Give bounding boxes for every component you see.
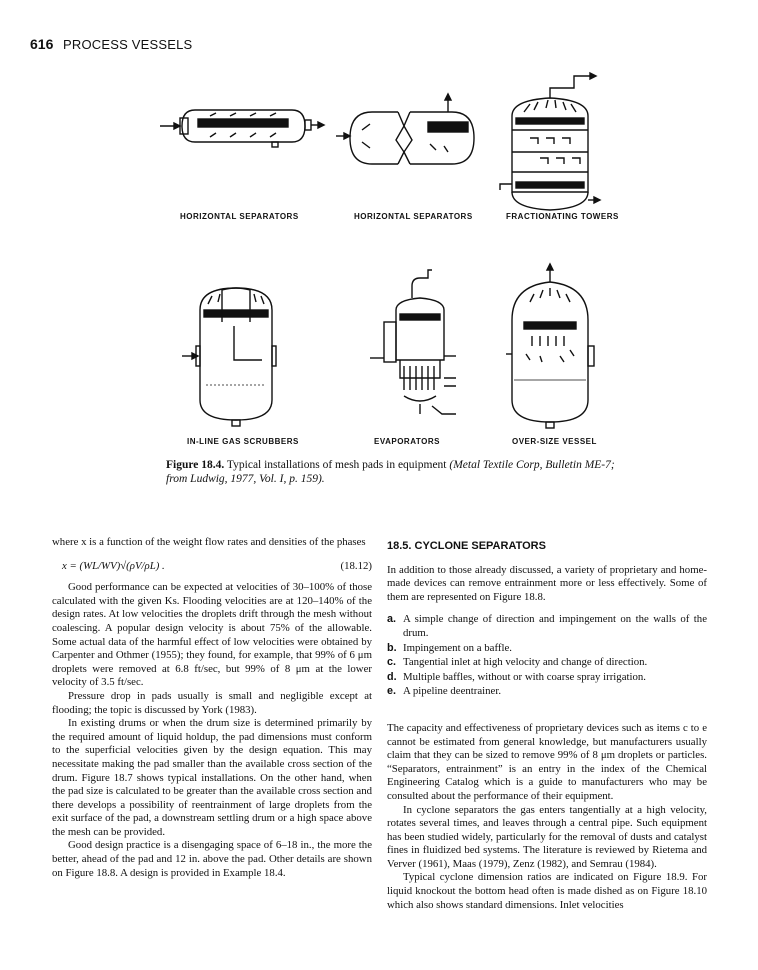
right-column	[387, 536, 707, 912]
evaporator-drawing	[370, 270, 456, 414]
label-fractionating-towers: FRACTIONATING TOWERS	[506, 212, 619, 221]
fractionating-tower-drawing	[500, 73, 600, 210]
equation-number: (18.12)	[340, 559, 372, 572]
oversize-vessel-drawing	[506, 264, 594, 428]
right-intro: In addition to those already discussed, a variety of proprietary and home-made devices can remove entrainment more or less effectively. Some of them are represented on Figure 18.8.	[387, 563, 707, 603]
label-oversize-vessel: OVER-SIZE VESSEL	[512, 437, 597, 446]
caption-text: Typical installations of mesh pads in equipment	[226, 459, 447, 471]
section-heading: 18.5. CYCLONE SEPARATORS	[387, 540, 546, 552]
figure-18-4-drawings	[0, 60, 758, 450]
caption-label: Figure 18.4.	[166, 459, 225, 471]
label-inline-gas-scrubbers: IN-LINE GAS SCRUBBERS	[187, 437, 299, 446]
list-item: a. A simple change of direction and impingement on the walls of the drum.	[387, 613, 707, 639]
left-paragraph-1: Good performance can be expected at velocities of 30–100% of those calculated with the given Ks. Flooding velocities are at 120–140% of the design rates. At low velocities the droplets drift through the mesh without coalescing. A popular design velocity is about 75% of the allowable. Some actual data of the harmful effect of low velocities were obtained by Carpenter and Othmer (1955); they found, for example, that 99% of 6 μm droplets were removed at 6.8 ft/sec, but 99% of 8 μm at the lower velocity of 3.5 ft/sec.	[52, 581, 372, 689]
page-number: 616	[30, 36, 54, 52]
horizontal-separator-1-drawing	[160, 110, 324, 147]
left-paragraph-2: Pressure drop in pads usually is small and negligible except at flooding; the topic is discussed by York (1983).	[52, 689, 372, 716]
label-evaporators: EVAPORATORS	[374, 437, 440, 446]
equation-body: x = (WL/WV)√(ρV/ρL) .	[62, 559, 165, 572]
caption-source: (Metal Textile Corp, Bulletin ME-7; from Ludwig, 1977, Vol. I, p. 159).	[166, 459, 615, 485]
right-paragraph-3: Typical cyclone dimension ratios are indicated on Figure 18.9. For liquid knockout the bottom head often is made dished as on Figure 18.10 which also shows standard dimensions. Inlet velocities	[387, 871, 707, 911]
list-item: d. Multiple baffles, without or with coarse spray irrigation.	[387, 670, 646, 683]
right-paragraph-1: The capacity and effectiveness of proprietary devices such as items c to e cannot be estimated from general knowledge, but manufacturers usually claim that they can be sized to remove 99% of 8 μm droplets or particles. “Separators, entrainment” is an entry in the index of the Chemical Engineering Catalog which is a guide to manufacturers who may be consulted about the performance of their equipment.	[387, 721, 707, 802]
equation-18-12	[62, 560, 372, 574]
figure-caption	[166, 458, 626, 486]
left-intro: where x is a function of the weight flow rates and densities of the phases	[52, 536, 366, 548]
running-title: PROCESS VESSELS	[62, 37, 193, 52]
list-item: b. Impingement on a baffle.	[387, 641, 512, 654]
label-horizontal-separators-1: HORIZONTAL SEPARATORS	[180, 212, 299, 221]
page-header	[30, 36, 192, 52]
list-item: c. Tangential inlet at high velocity and change of direction.	[387, 656, 648, 669]
right-paragraph-2: In cyclone separators the gas enters tangentially at a high velocity, rotates several times, and leaves through a central pipe. Such equipment has been studied widely, particularly for the removal of dusts and catalyst fines in fluidized bed systems. The literature is reviewed by Rietema and Verver (1961), Maas (1979), Zenz (1982), and Semrau (1984).	[387, 803, 707, 870]
horizontal-separator-2-drawing	[336, 94, 474, 164]
left-paragraph-3: In existing drums or when the drum size is determined primarily by the required amount of liquid holdup, the pad dimensions must conform to the superficial velocities given by the design equation. This may necessitate making the pad smaller than the available cross section of the drum. Figure 18.7 shows typical installations. On the other hand, when the pad size is calculated to be greater than the available cross section and there develops a possibility of reentrainment of large droplets from the exit surface of the pad, a downstream settling drum or a high space above the mesh can be provided.	[52, 717, 372, 838]
device-list	[387, 613, 707, 699]
label-horizontal-separators-2: HORIZONTAL SEPARATORS	[354, 212, 473, 221]
inline-gas-scrubber-drawing	[182, 288, 276, 426]
left-column	[52, 536, 372, 880]
left-paragraph-4: Good design practice is a disengaging space of 6–18 in., the more the better, ahead of the pad and 12 in. above the pad. Other details are shown on Figure 18.8. A design is provided in Example 18.4.	[52, 839, 372, 879]
list-item: e. A pipeline deentrainer.	[387, 685, 502, 698]
